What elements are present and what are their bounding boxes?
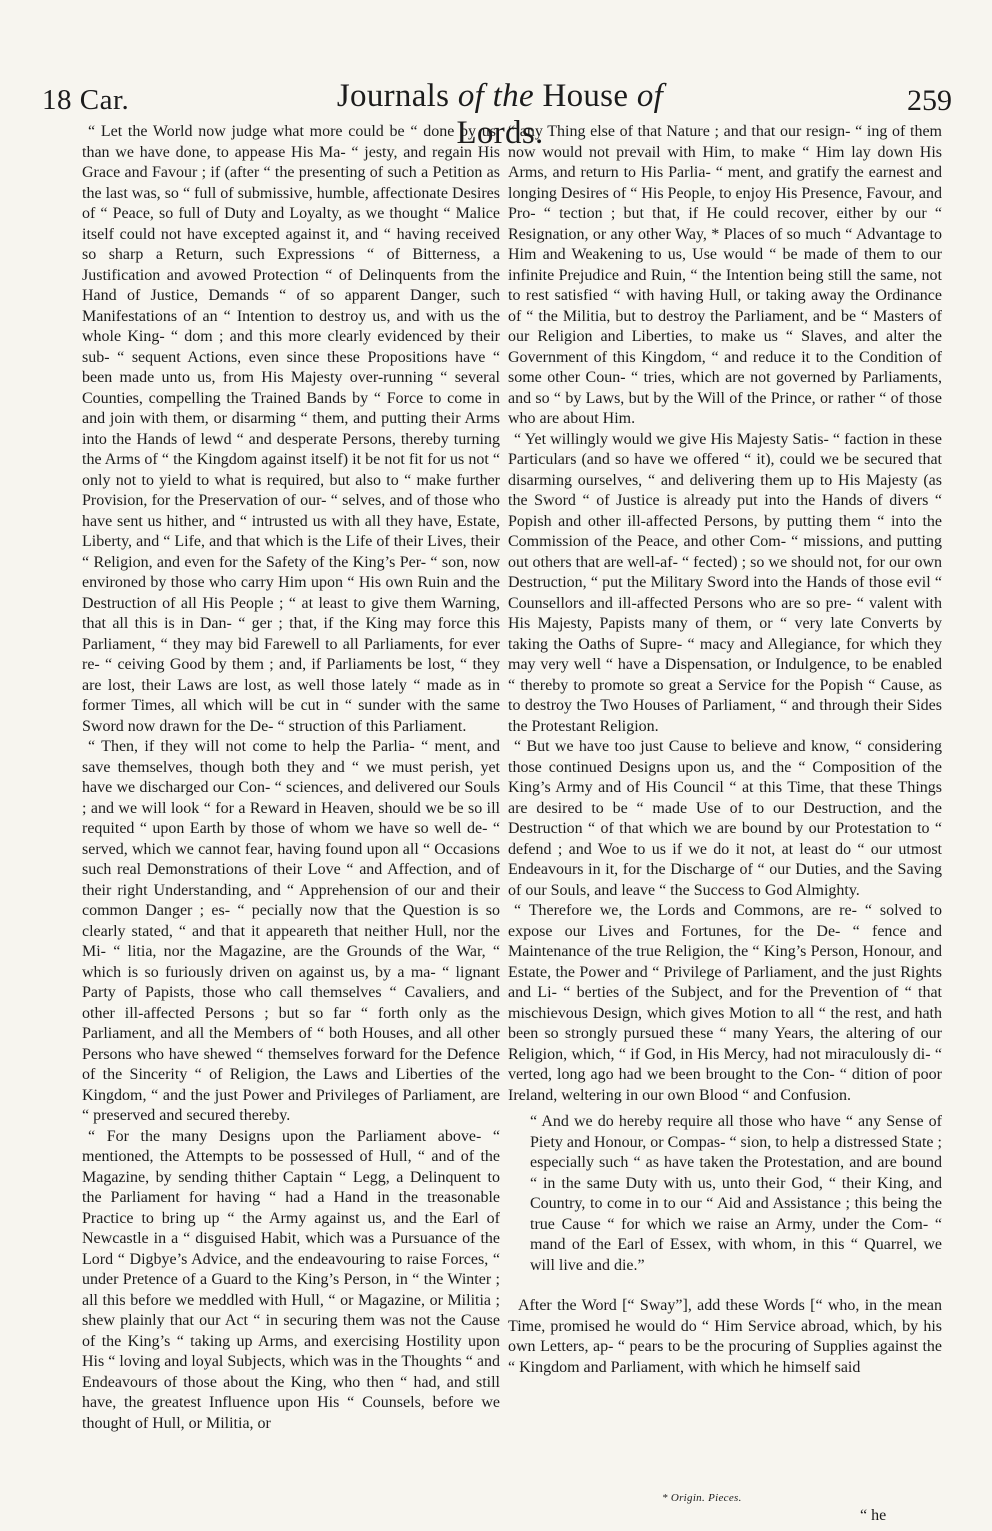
paragraph: “ Let the World now judge what more could be “ done by us, than we have done, to appease His Ma- “ jesty, and regain His Grace and Favour ; if (after “ the presenting of such a Petition as the last was, so “ full of submissive, humble, affectionate Desires of “ Peace, so full of Duty and Loyalty, as we thought “ Malice itself could not have excepted against it, and “ having received so sharp a Return, such Expressions “ of Bitterness, a Justification and avowed Protection “ of Delinquents from the Hand of Justice, Demands “ of so apparent Danger, such Manifestations of an “ Intention to destroy us, and with us the whole King- “ dom ; and this more clearly evidenced by their sub- “ sequent Actions, even since these Propositions have “ been made unto us, from His Majesty over-running “ several Counties, compelling the Trained Bands by “ Force to come in and join with them, or disarming “ them, and putting their Arms into the Hands of lewd “ and desperate Persons, thereby turning the Arms of “ the Kingdom against itself) it be not fit for us not “ only not to yield to what is required, but also to “ make further Provision, for the Preservation of our- “ selves, and of those who have sent us hither, and “ intrusted us with all they have, Estate, Liberty, and “ Life, and that which is the Life of their Lives, their “ Religion, and even for the Safety of the King’s Per- “ son, now environed by those who carry Him upon “ His own Ruin and the Destruction of all His People ; “ at least to give them Warning, that all this is in Dan- “ ger ; that, if the King may force this Parliament, “ they may bid Farewell to all Parliaments, for ever re- “ ceiving Good by them ; and, if Parliaments be lost, “ they are lost, their Laws are lost, as well those lately “ made as in former Times, all which will be cut in “ sunder with the same Sword now drawn for the De- “ struction of this Parliament. <box>82 123 500 735</box>
page-header <box>0 0 992 151</box>
right-column <box>508 122 942 1378</box>
title-lords: Lords. <box>456 115 544 151</box>
catchword: “ he <box>860 1507 887 1524</box>
footnote: * Origin. Pieces. <box>662 1492 742 1504</box>
paragraph: “ Therefore we, the Lords and Commons, are re- “ solved to expose our Lives and Fortunes, for the De- “ fence and Maintenance of the true Religion, the “ King’s Person, Honour, and Estate, the Power and “ Privilege of Parliament, and the just Rights and Li- “ berties of the Subject, and for the Prevention of “ that mischievous Design, which gives Motion to all “ the rest, and hath been so strongly pursued these “ many Years, the altering of our Religion, which, “ if God, in His Mercy, had not miraculously di- “ verted, long ago had we been brought to the Con- “ dition of poor Ireland, weltering in our own Blood “ and Confusion. <box>508 902 942 1104</box>
page-number: 259 <box>907 84 952 117</box>
title-of: of <box>457 78 485 114</box>
paragraph: “ For the many Designs upon the Parliament above- “ mentioned, the Attempts to be possessed of Hull, “ and of the Magazine, by sending thither Captain “ Legg, a Delinquent to the Parliament for having “ had a Hand in the treasonable Practice to bring up “ the Army against us, and the Earl of Newcastle in a “ disguised Habit, which was a Pursuance of the Lord “ Digbye’s Advice, and the endeavouring to raise Forces, “ under Pretence of a Guard to the King’s Person, in “ the Winter ; all this before we meddled with Hull, “ or Magazine, or Militia ; shew plainly that our Act “ in securing them was not the Cause of the King’s “ taking up Arms, and exercising Hostility upon His “ loving and loyal Subjects, which was in the Thoughts “ and Endeavours of those about the King, who then “ had, and still have, the greatest Influence upon His “ Counsels, before we thought of Hull, or Militia, or <box>82 1127 500 1432</box>
paragraph: “ Yet willingly would we give His Majesty Satis- “ faction in these Particulars (and so have we offered “ it), could we be secured that disarming ourselves, “ and delivering them up to His Majesty (as the Sword “ of Justice is already put into the Hands of divers “ Popish and other ill-affected Persons, by putting them “ into the Commission of the Peace, and other Com- “ missions, and putting out others that are well-af- “ fected) ; so we should not, for our own Destruction, “ put the Military Sword into the Hands of those evil “ Counsellors and ill-affected Persons who are so pre- “ valent with His Majesty, Papists many of them, or “ very late Converts by taking the Oaths of Supre- “ macy and Allegiance, for which they may very well “ have a Dispensation, or Indulgence, to be enabled “ thereby to promote so great a Service for the Popish “ Cause, as to destroy the Two Houses of Parliament, “ and through their Sides the Protestant Religion. <box>508 430 942 735</box>
regnal-year: 18 Car. <box>42 84 130 116</box>
quote-block: “ And we do hereby require all those who have “ any Sense of Piety and Honour, or Compas- “ sion, to help a distressed State ; especially such “ as have taken the Protestation, and are bound “ in the same Duty with us, unto their God, “ their King, and Country, to come in to our “ Aid and Assistance ; this being the true Cause “ for which we raise an Army, under the Com- “ mand of the Earl of Essex, with whom, in this “ Quarrel, we will live and die.” <box>530 1113 942 1274</box>
title-of-2: of <box>636 78 664 114</box>
left-column <box>82 122 500 1434</box>
title-journals: Journals <box>336 78 450 114</box>
paragraph: “ any Thing else of that Nature ; and that our resign- “ ing of them now would not prevail with Him, to make “ Him lay down His Arms, and return to His Parlia- “ ment, and gratify the earnest and longing Desires of “ His People, to enjoy His Presence, Favour, and Pro- “ tection ; but that, if He could recover, either by our “ Resignation, or any other Way, * Places of so much “ Advantage to Him and Weakening to us, Use would “ be made of them to our infinite Prejudice and Ruin, “ the Intention being still the same, not to rest satisfied “ with having Hull, or taking away the Ordinance of “ the Militia, but to destroy the Parliament, and be “ Masters of our Religion and Liberties, to make us “ Slaves, and alter the Government of this Kingdom, “ and reduce it to the Condition of some other Coun- “ tries, which are not governed by Parliaments, and so “ by Laws, but by the Will of the Prince, or rather “ of those who are about Him. <box>508 123 942 427</box>
title-the: the <box>492 78 534 114</box>
title-house: House <box>542 78 629 114</box>
amendment-paragraph: After the Word [“ Sway”], add these Words [“ who, in the mean Time, promised he would do “ Him Service abroad, which, by his own Letters, ap- “ pears to be the procuring of Supplies against the “ Kingdom and Parliament, with which he himself said <box>508 1297 942 1376</box>
paragraph: “ But we have too just Cause to believe and know, “ considering those continued Designs upon us, and the “ Composition of the King’s Army and of His Council “ at this Time, that these Things are desired to be “ made Use of to our Destruction, and the Destruction “ of that which we are bound by our Protestation to “ defend ; and Woe to us if we do it not, at least do “ our utmost Endeavours in it, for the Discharge of “ our Duties, and the Saving of our Souls, and leave “ the Success to God Almighty. <box>508 738 942 899</box>
paragraph: “ Then, if they will not come to help the Parlia- “ ment, and save themselves, though both they and “ we must perish, yet have we discharged our Con- “ sciences, and delivered our Souls ; and we will look “ for a Reward in Heaven, should we be so ill requited “ upon Earth by those of whom we have so well de- “ served, which we cannot fear, having found upon all “ Occasions such real Demonstrations of their Love “ and Affection, and of their right Understanding, and “ Apprehension of our and their common Danger ; es- “ pecially now that the Question is so clearly stated, “ and that it appeareth that neither Hull, nor the Mi- “ litia, nor the Magazine, are the Grounds of the War, “ which is so furiously driven on against us, by a ma- “ lignant Party of Papists, those who call themselves “ Cavaliers, and other ill-affected Persons ; but so far “ forth only as the Parliament, and all the Members of “ both Houses, and all other Persons who have shewed “ themselves forward for the Defence of the Sincerity “ of Religion, the Laws and Liberties of the Kingdom, “ and the just Power and Privileges of Parliament, are “ preserved and secured thereby. <box>82 738 500 1124</box>
